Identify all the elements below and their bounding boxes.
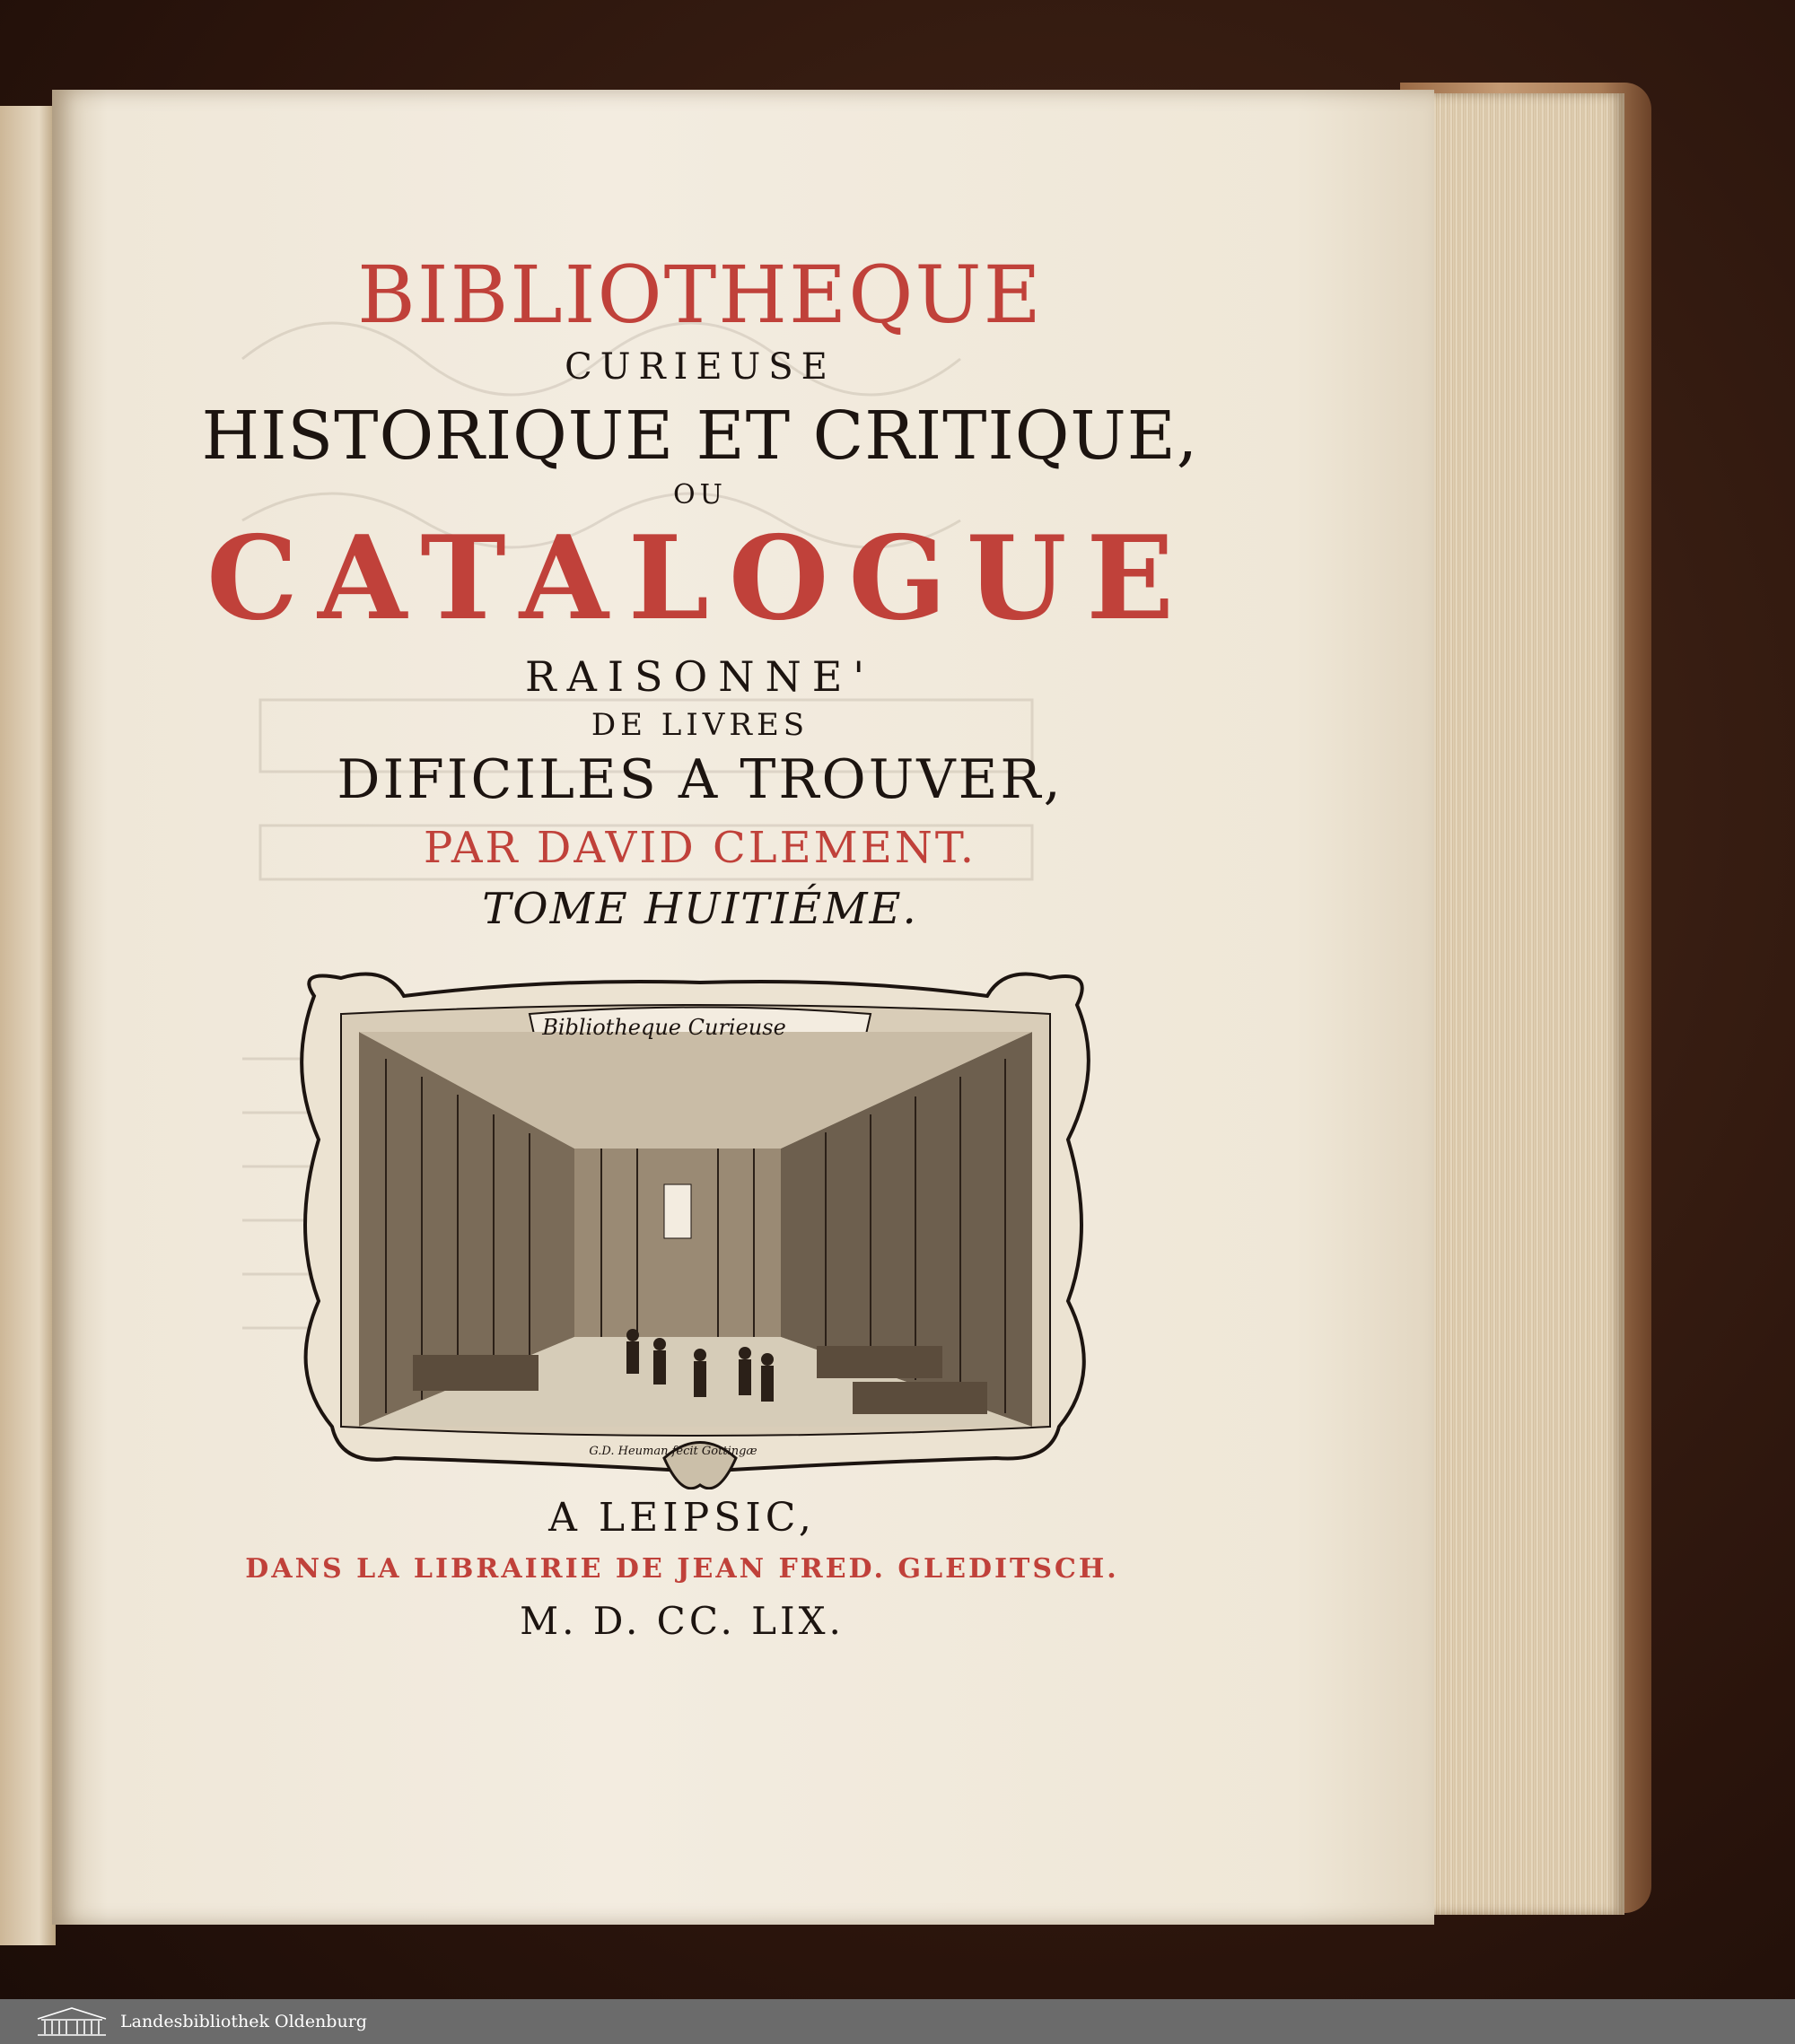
engraver-credit: G.D. Heuman fecit Gottingæ xyxy=(589,1445,757,1458)
footer-bar xyxy=(0,1999,1795,2044)
title-line-dificiles: DIFICILES A TROUVER, xyxy=(337,748,1064,811)
imprint-publisher: DANS LA LIBRAIRIE DE JEAN FRED. GLEDITSCH. xyxy=(245,1553,1119,1585)
left-page-sliver xyxy=(0,106,56,1945)
imprint-year: M. D. CC. LIX. xyxy=(520,1599,845,1643)
volume-line: TOME HUITIÉME. xyxy=(482,884,918,934)
title-line-curieuse: CURIEUSE xyxy=(565,346,836,388)
title-line-ou: OU xyxy=(673,479,727,511)
main-title: BIBLIOTHEQUE xyxy=(357,249,1043,341)
title-block xyxy=(180,249,1221,934)
library-building-logo-icon xyxy=(36,2006,108,2037)
footer-institution: Landesbibliothek Oldenburg xyxy=(120,2012,367,2031)
title-line-historique: HISTORIQUE ET CRITIQUE, xyxy=(201,397,1199,475)
page-block-edge xyxy=(1432,93,1624,1915)
title-line-raisonne: RAISONNE' xyxy=(525,652,875,701)
imprint-place: A LEIPSIC, xyxy=(548,1495,816,1541)
author-line: PAR DAVID CLEMENT. xyxy=(423,823,977,873)
cartouche-label: Bibliotheque Curieuse xyxy=(542,1015,786,1040)
imprint xyxy=(215,1495,1149,1643)
title-line-catalogue: CATALOGUE xyxy=(206,511,1194,646)
title-line-de-livres: DE LIVRES xyxy=(591,707,810,743)
